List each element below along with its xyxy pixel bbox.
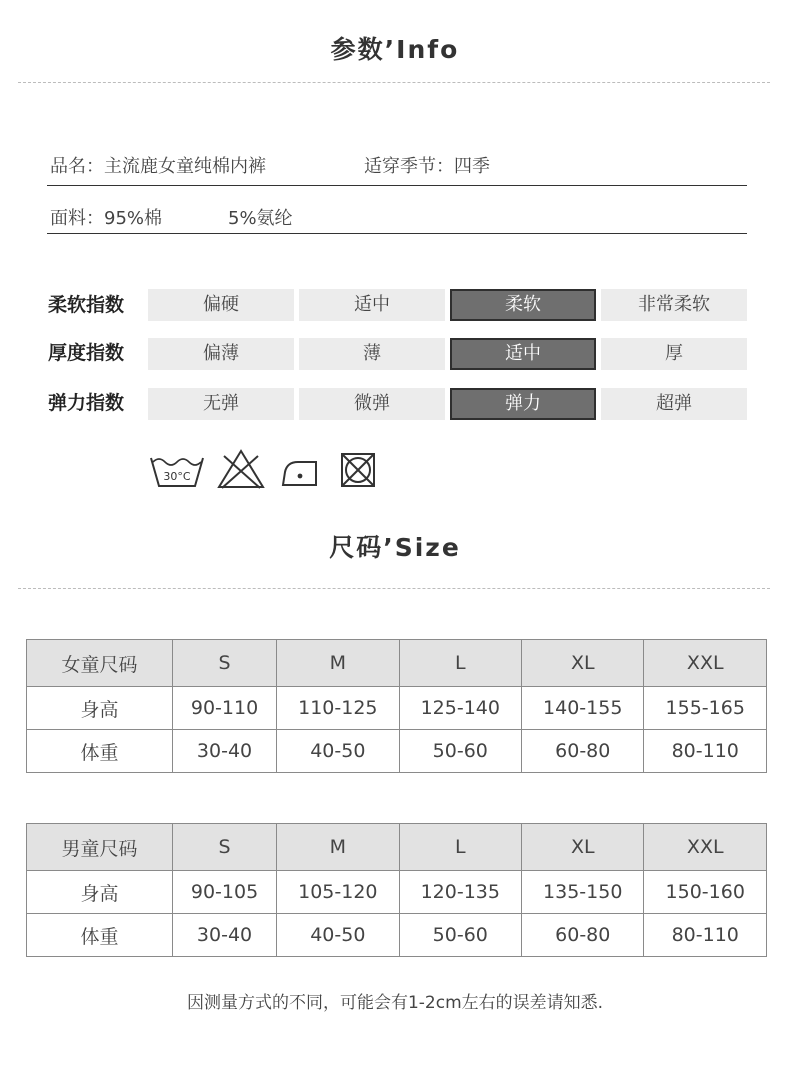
table-header-cell: M [277,640,399,687]
no-bleach-icon [216,448,274,490]
table-cell: 80-110 [644,914,767,957]
table-cell: 40-50 [277,914,399,957]
table-header-cell: 男童尺码 [27,824,173,871]
product-fabric-extra: 5%氨纶 [228,208,293,229]
info-rule-2 [47,233,747,234]
index-option: 偏薄 [148,338,294,370]
table-row [27,687,767,730]
table-header-cell: XL [522,824,644,871]
table-cell: 30-40 [173,730,277,773]
index-label: 弹力指数 [48,392,125,414]
table-header-cell: S [173,824,277,871]
table-cell: 135-150 [522,871,644,914]
table-cell: 155-165 [644,687,767,730]
index-option-selected: 弹力 [450,388,596,420]
index-option: 厚 [601,338,747,370]
table-row [27,914,767,957]
table-header-cell: L [399,824,521,871]
index-option: 无弹 [148,388,294,420]
product-season: 适穿季节：四季 [364,156,490,177]
table-cell: 150-160 [644,871,767,914]
table-cell: 50-60 [399,914,521,957]
index-option: 超弹 [601,388,747,420]
boys-size-table [26,823,767,957]
size-divider [18,588,770,589]
size-title: 尺码’Size [329,533,461,562]
table-header-row [27,640,767,687]
table-cell: 90-105 [173,871,277,914]
table-row [27,871,767,914]
table-cell: 身高 [27,871,173,914]
table-header-row [27,824,767,871]
wash-30c-icon [148,450,206,492]
table-cell: 身高 [27,687,173,730]
table-cell: 125-140 [399,687,521,730]
table-cell: 120-135 [399,871,521,914]
table-cell: 30-40 [173,914,277,957]
table-header-cell: XL [522,640,644,687]
table-header-cell: XXL [644,640,767,687]
product-fabric: 面料：95%棉 [50,208,163,229]
svg-text:30°C: 30°C [163,470,191,483]
table-header-cell: M [277,824,399,871]
table-header-cell: S [173,640,277,687]
product-name: 品名：主流鹿女童纯棉内裤 [50,156,266,177]
table-cell: 105-120 [277,871,399,914]
table-cell: 60-80 [522,730,644,773]
table-cell: 80-110 [644,730,767,773]
index-label: 厚度指数 [48,342,125,364]
iron-low-icon [280,452,338,494]
info-title: 参数’Info [330,35,460,64]
index-option: 非常柔软 [601,289,747,321]
table-row [27,730,767,773]
table-header-cell: 女童尺码 [27,640,173,687]
girls-size-table [26,639,767,773]
index-option: 微弹 [299,388,445,420]
table-header-cell: L [399,640,521,687]
info-rule-1 [47,185,747,186]
index-option: 偏硬 [148,289,294,321]
table-cell: 50-60 [399,730,521,773]
measurement-note: 因测量方式的不同，可能会有1-2cm左右的误差请知悉. [186,993,604,1013]
table-cell: 体重 [27,914,173,957]
index-label: 柔软指数 [48,294,125,316]
table-header-cell: XXL [644,824,767,871]
no-tumble-dry-icon [340,452,398,494]
table-cell: 110-125 [277,687,399,730]
table-cell: 140-155 [522,687,644,730]
info-divider [18,82,770,83]
index-option-selected: 柔软 [450,289,596,321]
table-cell: 体重 [27,730,173,773]
table-cell: 90-110 [173,687,277,730]
table-cell: 60-80 [522,914,644,957]
index-option: 适中 [299,289,445,321]
index-option-selected: 适中 [450,338,596,370]
index-option: 薄 [299,338,445,370]
table-cell: 40-50 [277,730,399,773]
